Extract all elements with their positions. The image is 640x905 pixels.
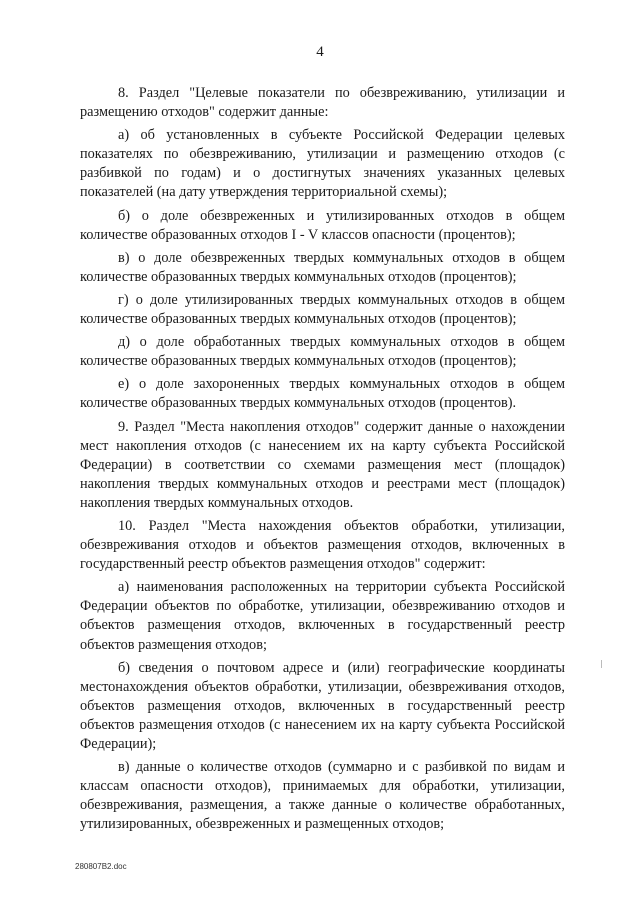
paragraph-8v: в) о доле обезвреженных твердых коммунальных отходов в общем количестве образованных твердых коммунальных отходов (процентов); [80, 249, 565, 285]
document-body [80, 84, 565, 838]
paragraph-8: 8. Раздел "Целевые показатели по обезвреживанию, утилизации и размещению отходов" содержит данные: [80, 85, 565, 121]
paragraph-8b: б) о доле обезвреженных и утилизированных отходов в общем количестве образованных отходов I - V классов опасности (процентов); [80, 207, 565, 243]
paragraph-10a: а) наименования расположенных на территории субъекта Российской Федерации объектов по обработке, утилизации, обезвреживанию отходов и объектов размещения отходов, включенных в государственный реестр объектов размещения отходов; [80, 579, 565, 653]
paragraph-8d: д) о доле обработанных твердых коммунальных отходов в общем количестве образованных твердых коммунальных отходов (процентов); [80, 334, 565, 370]
paragraph-10b: б) сведения о почтовом адресе и (или) географические координаты местонахождения объектов обработки, утилизации, обезвреживания отходов, объектов размещения отходов, включенных в государственный реестр объектов размещения отходов (с нанесением их на карту субъекта Российской Федерации); [80, 659, 565, 752]
paragraph-10: 10. Раздел "Места нахождения объектов обработки, утилизации, обезвреживания отходов и объектов размещения отходов, включенных в государственный реестр объектов размещения отходов" содержит: [80, 517, 565, 573]
paragraph-8g: г) о доле утилизированных твердых коммунальных отходов в общем количестве образованных твердых коммунальных отходов (процентов); [80, 291, 565, 328]
page-number: 4 [316, 44, 324, 60]
paragraph-10v: в) данные о количестве отходов (суммарно и с разбивкой по видам и классам опасности отходов), принимаемых для обработки, утилизации, обезвреживания, размещения, а также данные о количестве обработанных, утилизированных, обезвреженных и размещенных отходов; [80, 759, 565, 833]
margin-mark [601, 660, 602, 668]
file-name-footer: 280807B2.doc [75, 862, 127, 871]
paragraph-8a: а) об установленных в субъекте Российской Федерации целевых показателях по обезвреживанию, утилизации и размещению отходов (с разбивкой по годам) и о достигнутых значениях указанных целевых показателей (на дату утверждения территориальной схемы); [80, 127, 565, 201]
paragraph-8e: е) о доле захороненных твердых коммунальных отходов в общем количестве образованных твердых коммунальных отходов (процентов). [80, 376, 565, 412]
paragraph-9: 9. Раздел "Места накопления отходов" содержит данные о нахождении мест накопления отходов (с нанесением их на карту субъекта Российской Федерации) в соответствии со схемами размещения мест (площадок) накопления твердых коммунальных отходов и реестрами мест (площадок) накопления твердых коммунальных отходов. [80, 418, 565, 511]
